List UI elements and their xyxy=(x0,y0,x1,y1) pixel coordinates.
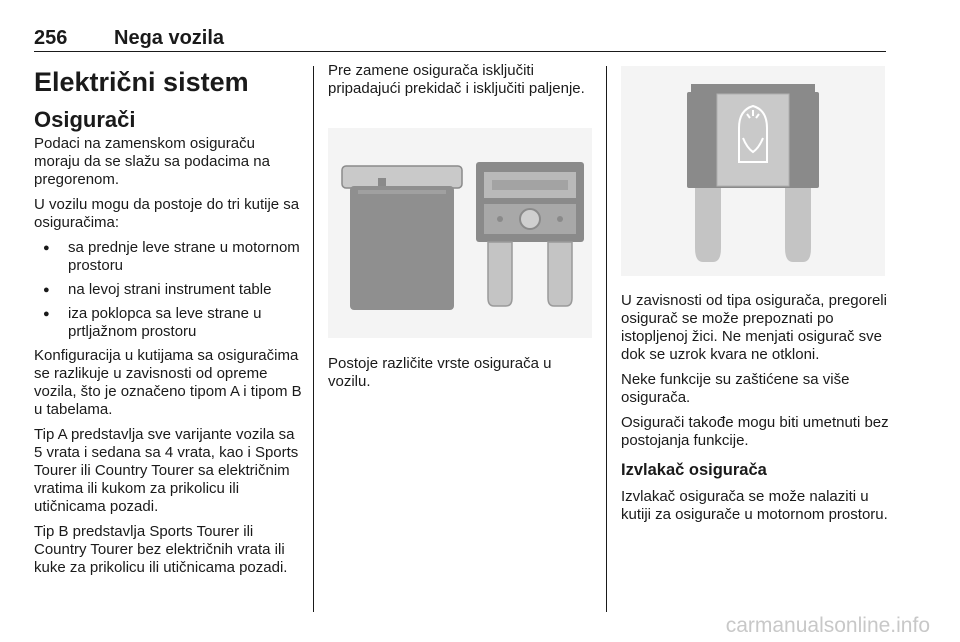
chapter-title: Električni sistem xyxy=(34,67,249,97)
column-divider-left xyxy=(313,66,314,612)
paragraph: U vozilu mogu da postoje do tri kutije sa osiguračima: xyxy=(34,196,300,231)
column-right xyxy=(621,292,889,531)
watermark: carmanualsonline.info xyxy=(725,614,930,637)
paragraph: Osigurači takođe mogu biti umetnuti bez postojanja funkcije. xyxy=(621,414,889,449)
cartridge-fuse-icon xyxy=(342,166,462,310)
subheading: Izvlakač osigurača xyxy=(621,461,767,479)
paragraph: Postoje različite vrste osigurača u vozilu. xyxy=(328,355,552,390)
paragraph: Pre zamene osigurača isključiti pripadajući prekidač i isključiti paljenje. xyxy=(328,62,585,97)
list-item: ● na levoj strani instrument table xyxy=(34,281,302,299)
paragraph: Podaci na zamenskom osiguraču moraju da se slažu sa podacima na pregorenom. xyxy=(34,135,270,188)
paragraph: U zavisnosti od tipa osigurača, pregoreli osigurač se može prepoznati po istopljenoj žici. Ne menjati osigurač sve dok se uzrok kvara ne otkloni. xyxy=(621,292,887,363)
list-item: ● sa prednje leve strane u motornom prostoru xyxy=(34,239,302,275)
section-title: Osigurači xyxy=(34,107,136,132)
column-divider-right xyxy=(606,66,607,612)
page-header xyxy=(34,27,886,53)
header-rule xyxy=(34,51,886,52)
paragraph: Konfiguracija u kutijama sa osiguračima se razlikuje u zavisnosti od opreme vozila, što je označeno tipom A i tipom B u tabelama. xyxy=(34,347,302,418)
paragraph: Tip B predstavlja Sports Tourer ili Country Tourer bez električnih vrata ili kuke za prikolicu ili utičnicama pozadi. xyxy=(34,523,288,576)
fuse-box-list xyxy=(34,239,302,341)
page-number: 256 xyxy=(34,27,68,49)
column-middle xyxy=(328,62,592,105)
blown-fuse-illustration xyxy=(621,66,885,276)
fuse-types-illustration xyxy=(328,128,592,338)
mini-fuse-icon xyxy=(687,84,819,262)
list-item: ● iza poklopca sa leve strane u prtljažnom prostoru xyxy=(34,305,302,341)
column-middle-bottom xyxy=(328,355,592,398)
paragraph: Neke funkcije su zaštićene sa više osigurača. xyxy=(621,371,850,406)
paragraph: Tip A predstavlja sve varijante vozila sa 5 vrata i sedana sa 4 vrata, kao i Sports Tourer ili Country Tourer sa električnim vratima ili kukom za prikolicu ili utičnicama pozadi. xyxy=(34,426,299,515)
column-left xyxy=(34,62,302,584)
paragraph: Izvlakač osigurača se može nalaziti u kutiji za osigurače u motornom prostoru. xyxy=(621,488,888,523)
blade-fuse-icon xyxy=(476,162,584,306)
running-title: Nega vozila xyxy=(114,27,225,49)
